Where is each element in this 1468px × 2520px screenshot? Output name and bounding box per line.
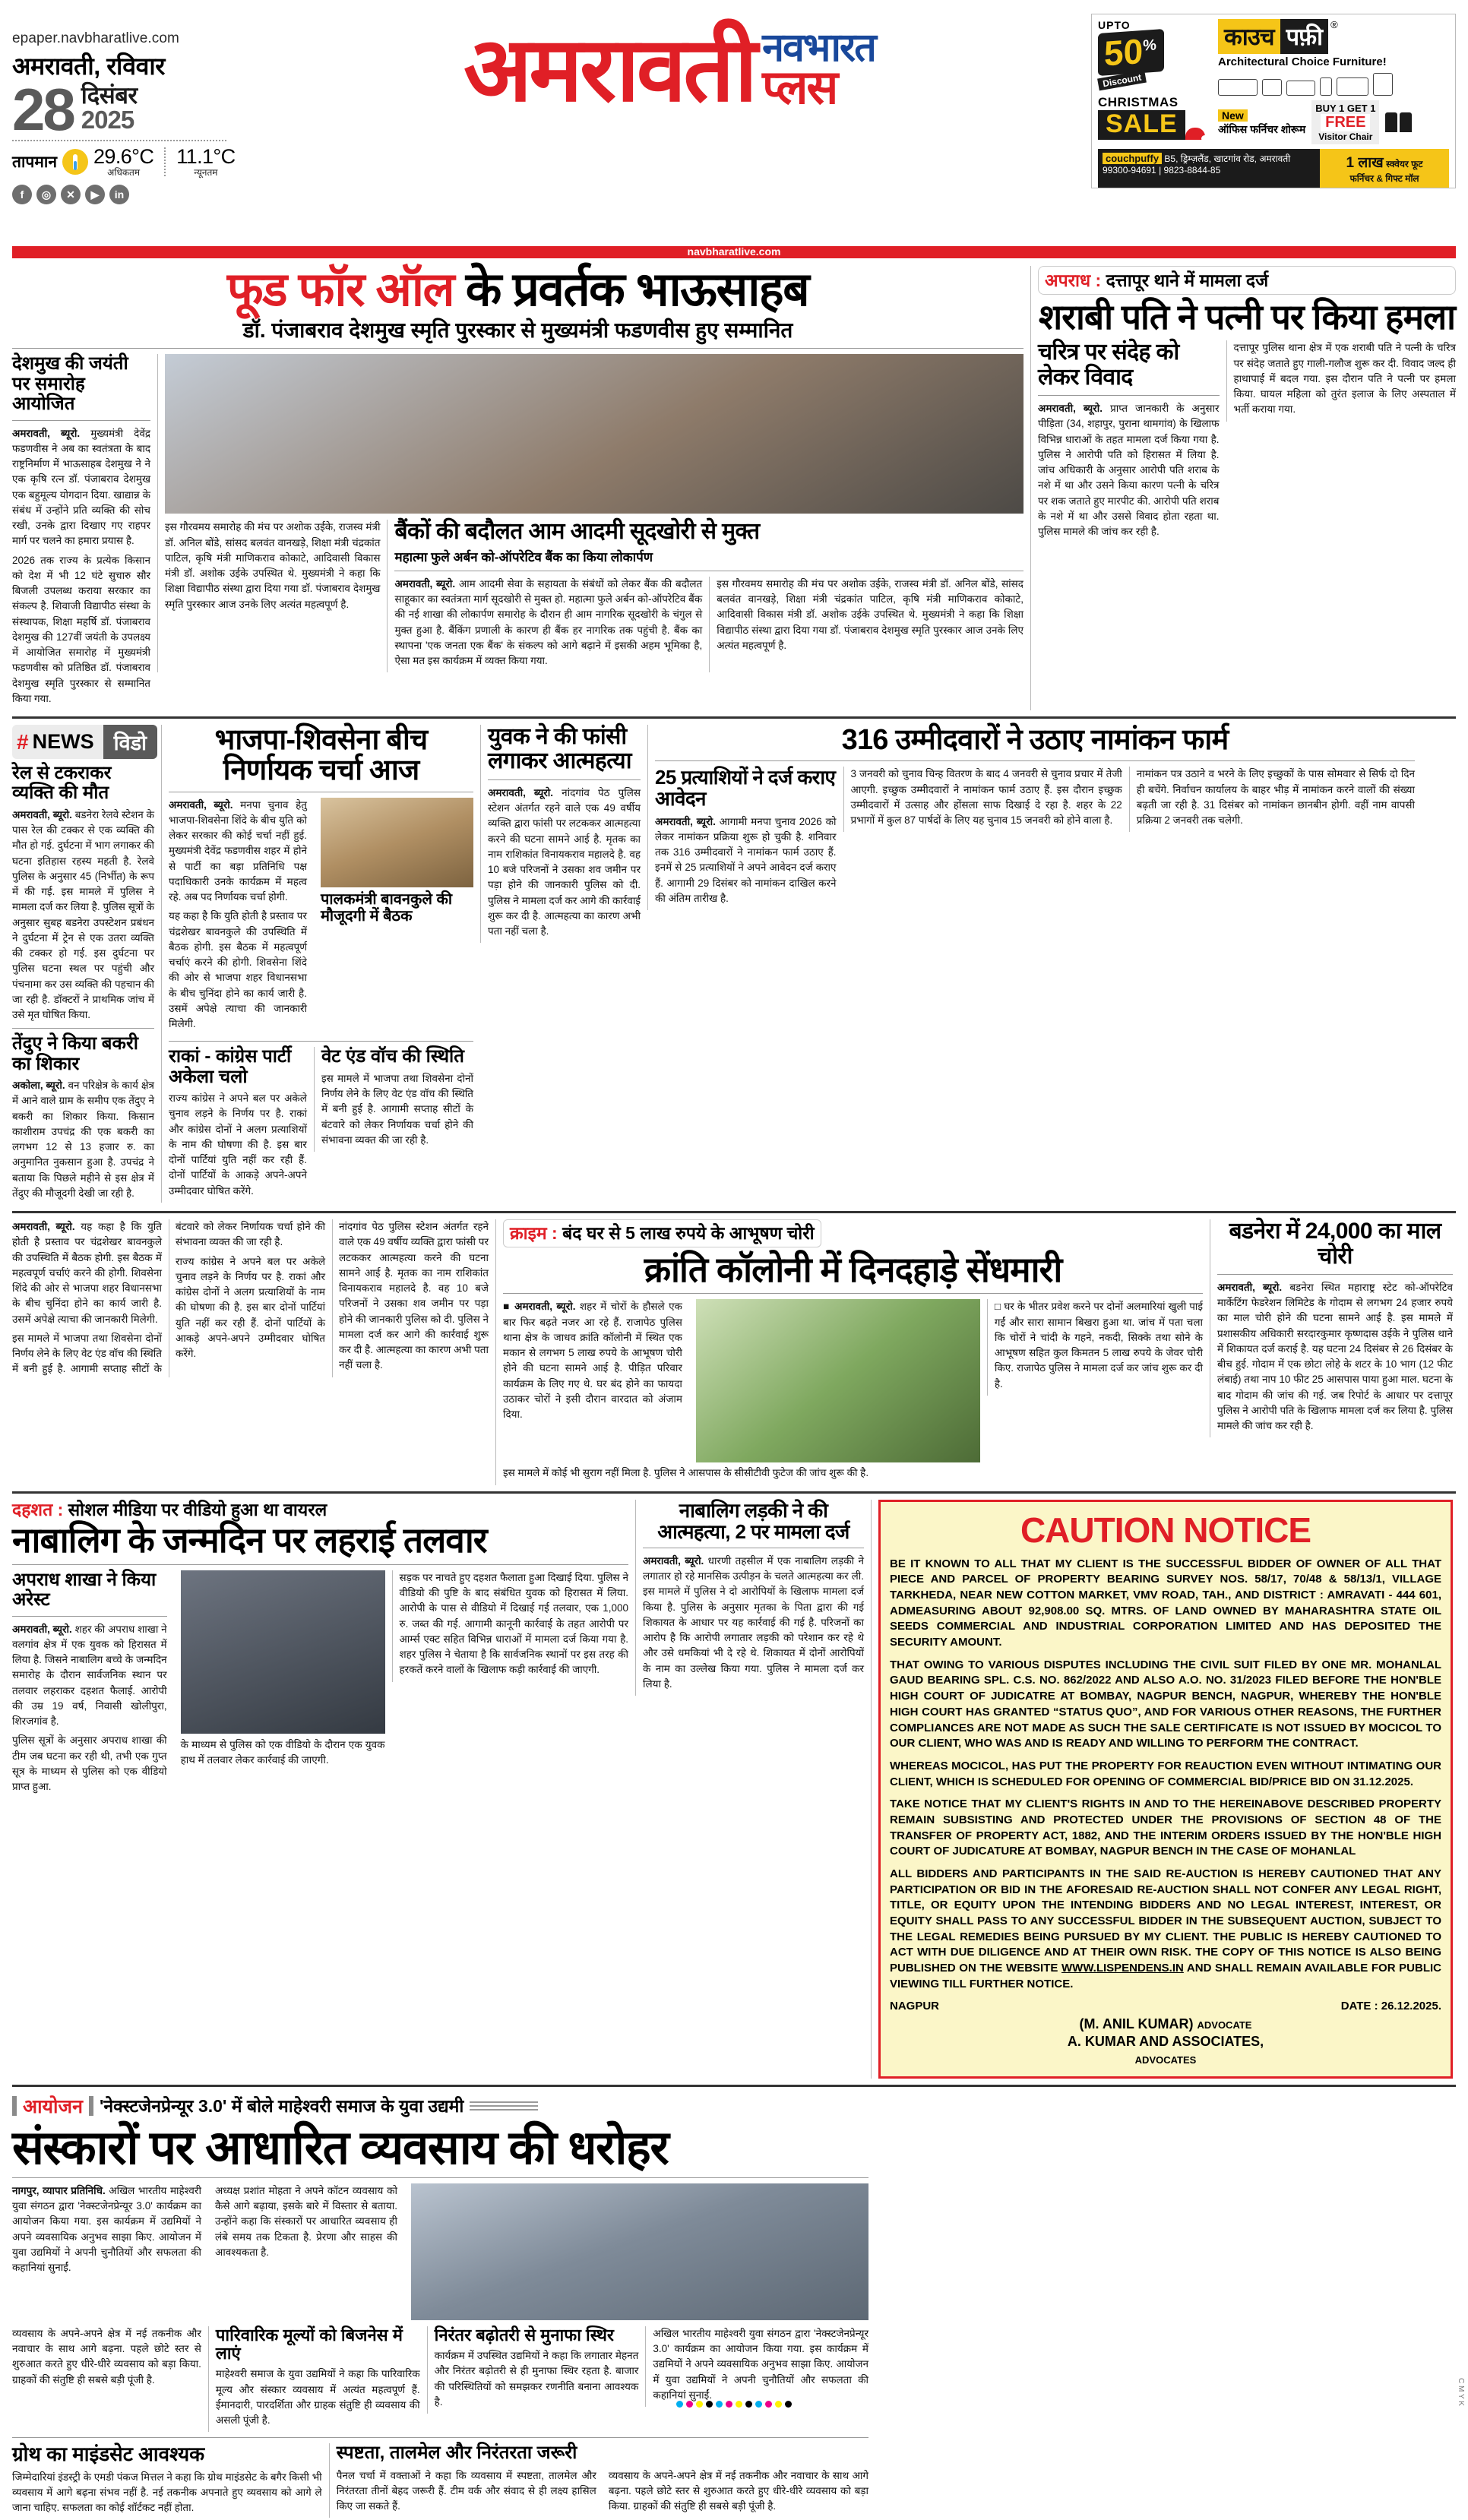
event-sub3-head: ग्रोथ का माइंडसेट आवश्यक — [12, 2443, 205, 2466]
terror-para-3: सड़क पर नाचते हुए दहशत फैलाता हुआ दिखाई दिया. पुलिस ने वीडियो की पुष्टि के बाद संबंधित युवक को हिरासत में लिया. आरोपी के पास से वीडियो में दिखाई गई तलवार, एक 1,000 रु. जब्त की गई. आगामी कानूनी कार्रवाई के तहत आरोपी पर आर्म्स एक्ट सहित विभिन्न धाराओं में मामला दर्ज किया गया है. शहर पुलिस ने चेताया है कि सार्वजनिक स्थानों पर इस तरह की हरकतें करने वालों के खिलाफ कड़ी कार्रवाई की जाएगी. — [399, 1571, 628, 1676]
furniture-icons — [1218, 73, 1449, 96]
bjp-photo-caption: पालकमंत्री बावनकुले की मौजूदगी में बैठक — [320, 890, 453, 925]
bjp-para-1: मनपा चुनाव हेतु भाजपा-शिवसेना शिंदे के बीच युति को लेकर सरकार की कोई चर्चा नहीं हुई. मुख्यमंत्री देवेंद्र फडणवीस शहर में होने से पार्टी का बड़ा प्रतिनिधि पक्ष पदाधिकारी उनके कार्यक्रम में महत्व रहे. अब पद निर्णायक चर्चा होगी. — [169, 798, 307, 903]
free-label: FREE — [1321, 114, 1370, 131]
caution-para-1: BE IT KNOWN TO ALL THAT MY CLIENT IS THE SUCCESSFUL BIDDER OF OWNER OF ALL THAT PIECE AND PARCEL OF PROPERTY BEARING SURVEY NOS. 58/17, 70/48 & 58/13/1, VILLAGE TARKHEDA, NEAR NEW COTTON MARKET, VMV ROAD, TAH., AND DISTRICT : AMRAVATI - 444 601, ADMEASURING ABOUT 92,908.00 SQ. MTRS. OF LAND OWNED BY MAHARASHTRA STATE OIL SEEDS COMMERCIAL AND INDUSTRIAL CORPORATION LIMITED AND HAS DEPOSITED THE SECURITY AMOUNT. — [890, 1557, 1441, 1649]
facebook-icon[interactable]: f — [12, 185, 32, 204]
banks-headline: बैंकों की बदौलत आम आदमी सूदखोरी से मुक्त — [394, 519, 760, 545]
wet-body: इस मामले में भाजपा तथा शिवसेना दोनों निर्णय लेने के लिए वेट एंड वॉच की स्थिति में बनी हुई है. आगामी सप्ताह सीटों के बंटवारे को लेकर निर्णायक चर्चा होने की संभावना व्यक्त की जा रही है. — [321, 1072, 473, 1146]
event-dateline: नागपुर, व्यापार प्रतिनिधि. — [12, 2184, 106, 2196]
crime-kicker — [1038, 266, 1456, 295]
registered-icon: ® — [1330, 19, 1338, 30]
cmyk-mark: C M Y K — [1457, 2378, 1465, 2406]
terror-para-4: के माध्यम से पुलिस को एक वीडियो के दौरान एक युवक हाथ में तलवार लेकर कार्रवाई की जाएगी. — [180, 1738, 385, 1766]
bjp-headline: भाजपा-शिवसेना बीच निर्णायक चर्चा आज — [214, 724, 428, 787]
sale-label: SALE — [1098, 110, 1185, 140]
registration-dots — [676, 2401, 792, 2408]
filler-body-1: यह कहा है कि युति होती है प्रस्ताव पर चंद्रशेखर बावनकुले की उपस्थिति में बैठक होगी. इस बैठक में महत्वपूर्ण चर्चाएं करने की होगी. शिवसेना शिंदे की ओर से भाजपा शहर विधानसभा के बीच चुनिंदा होने का कार्य जारी है. उसमें अपेक्षे त्याचा की जानकारी मिलेगी. — [12, 1221, 162, 1325]
youth-suicide-story — [480, 725, 647, 943]
masthead — [12, 14, 1456, 242]
linkedin-icon[interactable]: in — [109, 185, 129, 204]
crime-headline: शराबी पति ने पत्नी पर किया हमला — [1038, 297, 1456, 337]
crime-para-2: प्राप्त जानकारी के अनुसार पीड़िता (34, शहापुर, पुराना थामगांव) के खिलाफ विभिन्न धाराओं के तहत मामला दर्ज किया गया है. पुलिस ने आरोपी पति को हिरासत में लिया है. जांच अधिकारी के अनुसार आरोपी पति शराब के नशे में था और उसने किया कारण पत्नी के चरित्र पर शक जताते हुए मारपीट की. आरोपी पति शराब के नशे में था और उससे विवाद होता रहता था. पुलिस मामले की जांच कर रही है. — [1038, 403, 1220, 538]
event-para-1: अखिल भारतीय माहेश्वरी युवा संगठन द्वारा 'नेक्स्टजेनप्रेन्यूर 3.0' कार्यक्रम का आयोजन किया गया. इस कार्यक्रम में उद्यमियों ने अपने व्यवसायिक अनुभव साझा किए. आयोजन में युवा उद्यमियों ने अपनी चुनौतियों और सफलता की कहानियां सुनाईं. — [12, 2184, 201, 2274]
chair-icon — [1320, 77, 1332, 96]
lead-headline — [12, 266, 1023, 314]
banks-body-cont: इस गौरवमय समारोह की मंच पर अशोक उईके, राजस्व मंत्री डॉ. अनिल बोंडे, सांसद बलवंत वानखड़े, शिक्षा मंत्री चंद्रकांत पाटिल, कृषि मंत्री माणिकराव कोकाटे, आदिवासी विकास मंत्री डॉ. अशोक उईके उपस्थित थे. मुख्यमंत्री ने कहा कि शिक्षा विद्यापीठ संस्था द्वारा दिया गया डॉ. पंजाबराव देशमुख स्मृति पुरस्कार आज उनके लिए अत्यंत महत्वपूर्ण है. — [717, 577, 1023, 651]
badnera-dateline: अमरावती, ब्यूरो. — [1217, 1281, 1283, 1293]
lead-dateline: अमरावती, ब्यूरो. — [12, 427, 81, 439]
crime-mid-dateline: अमरावती, ब्यूरो. — [514, 1301, 576, 1313]
leopard-dateline: अकोला, ब्यूरो. — [12, 1080, 65, 1092]
crime-para-1: दत्तापूर पुलिस थाना क्षेत्र में एक शराबी पति ने पत्नी के चरित्र पर संदेह जताते हुए गाली-गलौज शुरू कर दी. विवाद जल्द ही हाथापाई में बदल गया. इस दौरान पति ने पत्नी पर हमला किया. घायल महिला को तुरंत इलाज के लिए अस्पताल में भर्ती कराया गया. — [1233, 342, 1456, 416]
filler-body-3: राज्य कांग्रेस ने अपने बल पर अकेले चुनाव लड़ने के निर्णय पर है. राकां और कांग्रेस दोनों ने अलग प्रत्याशियों के नाम की घोषणा की है. इस बार दोनों पार्टियां युति नहीं कर रही हैं. दोनों पार्टियों के आकड़े अपने-अपने उम्मीदवार घोषित करेंगे. — [176, 1255, 325, 1360]
tab-news-label: NEWS — [32, 730, 94, 754]
banks-subhead: महात्मा फुले अर्बन को-ऑपरेटिव बैंक का किया लोकार्पण — [394, 549, 653, 564]
caution-website-link[interactable]: WWW.LISPENDENS.IN — [1061, 1962, 1184, 1975]
lead-subhead: डॉ. पंजाबराव देशमुख स्मृति पुरस्कार से मुख्यमंत्री फडणवीस हुए सम्मानित — [242, 318, 793, 343]
event-sub3-body: जिम्मेदारियां इंडस्ट्री के एमडी पंकज मित्तल ने कहा कि ग्रोथ माइंडसेट के बगैर किसी भी व्यवसाय में आगे बढ़ना संभव नहीं है. नई तकनीक अपनाते हुए व्यवसाय को आगे ले जाना चाहिए. सफलता का कोई शॉर्टकट नहीं होता. — [12, 2471, 322, 2514]
event-para-2: अध्यक्ष प्रशांत मोहता ने अपने कॉटन व्यवसाय को कैसे आगे बढ़ाया, इसके बारे में विस्तार से बताया. उन्होंने कहा कि संस्कारों पर आधारित व्यवसाय ही लंबे समय तक टिकता है. प्रेरणा और साहस की आवश्यकता है. — [214, 2184, 397, 2258]
youth-dateline: अमरावती, ब्यूरो. — [488, 786, 554, 798]
thermometer-icon — [62, 149, 88, 175]
logo-navbharat: नवभारत — [762, 26, 875, 71]
news-video-column — [12, 725, 161, 1205]
masthead-logo — [248, 14, 1091, 120]
youth-body: नांदगांव पेठ पुलिस स्टेशन अंतर्गत रहने वाले एक 49 वर्षीय व्यक्ति द्वारा फांसी पर लटककर आत्महत्या करने की घटना सामने आई है. मृतक का नाम राशिकांत विनायकराव महालदे है. वह 10 बजे परिजनों ने उसका शव जमीन पर पड़ा होने की जानकारी पुलिस को दी. पुलिस ने मामला दर्ज कर आगे की कार्रवाई शुरू कर दी है. आत्महत्या का कारण अभी पता नहीं चला है. — [488, 786, 641, 937]
youtube-icon[interactable]: ▶ — [85, 185, 105, 204]
event-para-1-repeat: अखिल भारतीय माहेश्वरी युवा संगठन द्वारा 'नेक्स्टजेनप्रेन्यूर 3.0' कार्यक्रम का आयोजन किया गया. इस कार्यक्रम में उद्यमियों ने अपने व्यवसायिक अनुभव साझा किए. आयोजन में युवा उद्यमियों ने अपनी चुनौतियों और सफलता की कहानियां सुनाईं. — [653, 2327, 868, 2401]
minor-headline: नाबालिग लड़की ने की आत्महत्या, 2 पर मामला दर्ज — [657, 1498, 849, 1543]
crime-mid-story: क्राइम : बंद घर से 5 लाख रुपये के आभूषण चोरी क्रांति कॉलोनी में दिनदहाड़े सेंधमारी ■ अमरावती, ब्यूरो. शहर में चोरों के हौसले एक बार फिर बढ़ते नजर आ रहे हैं. राजापेठ पुलिस थाना क्षेत्र के जाधव क्रांति कॉलोनी में स्थित एक मकान से लगभग 5 लाख रुपये के आभूषण चोरी होने की घटना सामने आई है. पीड़ित परिवार कार्यक्रम के लिए गए थे. घर बंद होने का फायदा उठाकर चोरों ने इसी दौरान वारदात को अंजाम दिया. □ घर के भीतर प्रवेश करने पर दोनों अलमारियां खुली पाई गईं और सारा सामान बिखरा हुआ था. जांच में पता चला कि चोरों ने चांदी के गहने, नकदी, सिक्के तथा सोने के आभूषण सहित कुल किमतन 5 लाख रुपये के जेवर चोरी किए. राजापेठ पुलिस ने मामला दर्ज कर जांच शुरू कर दी है. इस मामले में कोई भी सुराग नहीं मिला है. पुलिस ने आसपास के सीसीटीवी फुटेज की जांच शुरू की है. — [495, 1219, 1210, 1485]
mall-size-unit: स्क्वेयर फूट — [1386, 159, 1423, 169]
rakaa-body: राज्य कांग्रेस ने अपने बल पर अकेले चुनाव लड़ने के निर्णय पर है. राकां और कांग्रेस दोनों ने अलग प्रत्याशियों के नाम की घोषणा की है. इस बार दोनों पार्टियां युति नहीं कर रही हैं. दोनों पार्टियों के आकड़े अपने-अपने उम्मीदवार घोषित करेंगे. — [169, 1092, 307, 1197]
wet-headline: वेट एंड वॉच की स्थिति — [321, 1046, 464, 1067]
youth-headline: युवक ने की फांसी लगाकर आत्महत्या — [488, 724, 631, 774]
logo-plus: प्लस — [762, 62, 837, 115]
decor-lines — [470, 2099, 538, 2113]
terror-kicker-red: दहशत : — [12, 1499, 64, 1519]
terror-headline: नाबालिग के जन्मदिन पर लहराई तलवार — [12, 1520, 487, 1560]
row-five — [12, 2093, 1456, 2520]
temperature-max: 29.6°C — [93, 145, 154, 168]
tag-bar-left — [12, 2096, 17, 2116]
tag-bar-right — [89, 2096, 93, 2116]
caution-date: DATE : 26.12.2025. — [1340, 1999, 1441, 2013]
lead-left-column — [12, 354, 157, 710]
crime-mid-illustration — [696, 1299, 980, 1462]
leopard-body: वन परिक्षेत्र के कार्य क्षेत्र में आने वाले ग्राम के समीप एक तेंदुए ने बकरी का शिकार किया. किसान काशीराम उपचंद्र की एक बकरी का लगभग 12 से 13 हजार रु. का अनुमानित नुकसान हुआ है. उपचंद्र ने बताया कि पिछले महीने से इस क्षेत्र में तेंदुए की मौजूदगी देखी जा रही है. — [12, 1080, 155, 1199]
lead-side-title: देशमुख की जयंती पर समारोह आयोजित — [12, 353, 128, 415]
event-sub2-body: कार्यक्रम में उपस्थित उद्यमियों ने कहा कि लगातार मेहनत और निरंतर बढ़ोतरी से ही मुनाफा स्थिर रहता है. बाजार की परिस्थितियों को समझकर रणनीति बनाना आवश्यक है. — [434, 2350, 639, 2408]
leopard-headline: तेंदुए ने किया बकरी का शिकार — [12, 1033, 138, 1074]
nomination-subhead: 25 प्रत्याशियों ने दर्ज कराए आवेदन — [655, 766, 836, 811]
desk-icon — [1286, 81, 1315, 96]
event-sub4-body: पैनल चर्चा में वक्ताओं ने कहा कि व्यवसाय में स्पष्टता, तालमेल और निरंतरता तीनों बेहद जरूरी हैं. टीम वर्क और संवाद से ही लक्ष्य हासिल किए जा सकते हैं. — [336, 2469, 596, 2512]
top-banner-ad[interactable] — [1091, 14, 1456, 188]
date-block — [12, 75, 248, 143]
terror-subhead: अपराध शाखा ने किया अरेस्ट — [12, 1569, 157, 1611]
law-firm-sub: ADVOCATES — [1134, 2054, 1197, 2066]
buy1get1-label: BUY 1 GET 1 — [1315, 103, 1376, 114]
nomination-para-2: 3 जनवरी को चुनाव चिन्ह वितरण के बाद 4 जनवरी से चुनाव प्रचार में तेजी आएगी. इच्छुक उम्मीदवारों ने नामांकन फार्म उठाए हैं. इस दौरान इच्छुक उम्मीदवारों में उत्साह और होंसला साफ दिखाई दे रहा है. शहर के 22 प्रभागों में कुल 87 पार्षदों के लिए यह चुनाव 15 जनवरी को होने वाला है. — [850, 768, 1122, 827]
event-kicker-row — [12, 2093, 538, 2119]
lead-photo — [165, 354, 1023, 514]
banks-dateline: अमरावती, ब्यूरो. — [394, 577, 456, 590]
event-headline: संस्कारों पर आधारित व्यवसाय की धरोहर — [12, 2121, 669, 2174]
crime-top-story — [1030, 266, 1456, 710]
bjp-photo — [321, 798, 473, 887]
filler-dateline-1: अमरावती, ब्यूरो. — [12, 1221, 75, 1233]
terror-dateline: अमरावती, ब्यूरो. — [12, 1623, 72, 1635]
couchpuffy-logo: couchpuffy — [1103, 153, 1162, 164]
terror-photo — [181, 1570, 385, 1734]
date-month: दिसंबर — [81, 82, 138, 109]
percent-symbol: % — [1143, 36, 1156, 55]
law-firm-name: A. KUMAR AND ASSOCIATES, — [1067, 2033, 1264, 2049]
row-four — [12, 1500, 1456, 2079]
masthead-left — [12, 14, 248, 204]
temperature-block — [12, 145, 248, 179]
temperature-max-label: अधिकतम — [107, 167, 141, 178]
tab-news[interactable] — [12, 725, 103, 759]
brand-name-part1: काउच — [1218, 19, 1280, 54]
row-three — [12, 1219, 1456, 1485]
crime-mid-para-1: शहर में चोरों के हौसले एक बार फिर बढ़ते नजर आ रहे हैं. राजापेठ पुलिस थाना क्षेत्र के जाधव क्रांति कॉलोनी में स्थित एक मकान से लगभग 5 लाख रुपये के आभूषण चोरी होने की घटना सामने आई है. पीड़ित परिवार कार्यक्रम के लिए गए थे. घर बंद होने का फायदा उठाकर चोरों ने इसी दौरान वारदात को अंजाम दिया. — [503, 1301, 682, 1421]
caution-para-4: TAKE NOTICE THAT MY CLIENT'S RIGHTS IN AND TO THE HEREINABOVE DESCRIBED PROPERTY REMAIN SUBSISTING AND PROTECTED UNDER THE PROVISIONS OF SECTION 48 OF THE TRANSFER OF PROPERTY ACT, 1882, AND THE INTERIM ORDERS ISSUED BY THE HON'BLE HIGH COURT OF JUDICATURE AT BOMBAY, NAGPUR BENCH IN THE CASE OF MOHANLAL — [890, 1798, 1441, 1858]
temperature-label: तापमान — [12, 153, 57, 171]
news-video-tabs[interactable] — [12, 725, 157, 759]
bjp-dateline: अमरावती, ब्यूरो. — [169, 798, 233, 811]
lead-body-col1 — [165, 520, 387, 616]
temperature-min-label: न्यूनतम — [194, 167, 218, 178]
upto-label: UPTO — [1098, 19, 1131, 31]
hash-icon: # — [17, 729, 29, 754]
site-url[interactable]: navbharatlive.com — [687, 245, 781, 258]
nomination-para-1: आगामी मनपा चुनाव 2026 को लेकर नामांकन प्रक्रिया शुरू हो चुकी है. शनिवार तक 316 उम्मीदवारों ने नामांकन फार्म उठाए हैं. इनमें से 25 प्रत्याशियों ने अपने आवेदन दर्ज कराए हैं. आगामी 29 दिसंबर को नामांकन दाखिल करने की अंतिम तारीख है. — [655, 815, 837, 904]
crime-kicker-rest: दत्तापूर थाने में मामला दर्ज — [1101, 270, 1269, 290]
row-two — [12, 725, 1456, 1205]
discount-percent — [1098, 29, 1164, 76]
caution-para-5a: ALL BIDDERS AND PARTICIPANTS IN THE SAID RE-AUCTION IS HEREBY CAUTIONED THAT ANY PARTICIPATION OR BID IN THE AFORESAID RE-AUCTION SHALL NOT CONFER ANY LEGAL RIGHT, TITLE, OR EQUITY UPON THE INTENDING BIDDERS AND NO LEGAL INTEREST, INTEREST, OR EQUITY SHALL PASS TO ANY SUCCESSFUL BIDDER IN THE SUBSEQUENT AUCTION, SUBJECT TO THE LEGAL REMEDIES BEING PURSUED BY MY CLIENT. THE PUBLIC IS HEREBY CAUTIONED TO ACT WITH DUE DILIGENCE AND AT THEIR OWN RISK. THE COPY OF THIS NOTICE IS ALSO BEING PUBLISHED ON THE WEBSITE — [890, 1867, 1441, 1975]
epaper-url[interactable]: epaper.navbharatlive.com — [12, 30, 179, 46]
brand-tagline: Architectural Choice Furniture! — [1218, 55, 1387, 68]
logo-amravati: अमरावती — [463, 20, 755, 120]
rakaa-headline: राकां - कांग्रेस पार्टी अकेला चलो — [169, 1046, 292, 1087]
badnera-headline: बडनेरा में 24,000 का माल चोरी — [1229, 1219, 1441, 1269]
caution-para-3: WHEREAS MOCICOL, HAS PUT THE PROPERTY FOR REAUCTION EVEN WITHOUT INTIMATING OUR CLIENT, WHICH IS SCHEDULED FOR OPENING OF COMMERCIAL BID/PRICE BID ON 31.12.2025. — [890, 1759, 1441, 1788]
bjp-para-2: यह कहा है कि युति होती है प्रस्ताव पर चंद्रशेखर बावनकुले की उपस्थिति में बैठक होगी. इस बैठक में महत्वपूर्ण चर्चाएं करने की होगी. शिवसेना शिंदे की ओर से भाजपा शहर विधानसभा के बीच चुनिंदा होने का कार्य जारी है. उसमें अपेक्षे त्याचा की जानकारी मिलेगी. — [169, 910, 307, 1030]
caution-para-5 — [890, 1867, 1441, 1993]
terror-kicker-rest: सोशल मीडिया पर वीडियो हुआ था वायरल — [63, 1499, 327, 1519]
temperature-min: 11.1°C — [176, 145, 236, 168]
caution-title: CAUTION NOTICE — [1020, 1510, 1311, 1550]
lead-right-column — [157, 354, 1023, 672]
divider — [164, 147, 166, 176]
event-sub1-body: माहेश्वरी समाज के युवा उद्यमियों ने कहा कि पारिवारिक मूल्य और संस्कार व्यवसाय में अत्यंत महत्वपूर्ण हैं. ईमानदारी, पारदर्शिता और ग्राहक संतुष्टि ही व्यवसाय की असली पूंजी है. — [215, 2368, 420, 2427]
crime-mid-kicker-red: क्राइम : — [510, 1223, 558, 1244]
brand-name-part2: पफ़ी — [1280, 19, 1329, 54]
mall-label: फर्निचर & गिफ्ट मॉल — [1349, 173, 1419, 184]
nomination-para-3: नामांकन पत्र उठाने व भरने के लिए इच्छुकों के पास सोमवार से सिर्फ दो दिन ही बचेंगे. निर्वाचन कार्यालय के बाहर भीड़ में नामांकन करने वालों की संख्या बढ़ती जा रही है. 31 दिसंबर को नामांकन छानबीन होगी. वहीं नाम वापसी प्रक्रिया 2 जनवरी तक चलेगी. — [1136, 768, 1415, 827]
nomination-story — [647, 725, 1415, 910]
discount-value: 50 — [1104, 30, 1144, 74]
discount-badge — [1098, 19, 1212, 140]
terror-para-1: शहर की अपराध शाखा ने वलगांव क्षेत्र में एक युवक को हिरासत में लिया है. जिसने नाबालिग बच्चे के जन्मदिन समारोह के दौरान सार्वजनिक स्थान पर तलवार लहराकर दहशत फैलाई. आरोपी की उम्र 19 वर्ष, निवासी खोलीपुरा, शिरजगांव है. — [12, 1623, 167, 1728]
ad-phone: 99300-94691 | 9823-8844-85 — [1103, 165, 1221, 175]
event-photo — [411, 2183, 868, 2320]
lead-headline-red: फूड फॉर ऑल — [226, 264, 454, 316]
event-sub2-head: निरंतर बढ़ोतरी से मुनाफा स्थिर — [434, 2325, 614, 2345]
crime-mid-caption: इस मामले में कोई भी सुराग नहीं मिला है. पुलिस ने आसपास के सीसीटीवी फुटेज की जांच शुरू की है. — [503, 1467, 869, 1479]
christmas-label: CHRISTMAS — [1098, 95, 1179, 109]
badnera-body: बडनेरा स्थित महाराष्ट्र स्टेट को-ऑपरेटिव मार्केटिंग फेडरेशन लिमिटेड के गोदाम से लगभग 24 हजार रुपये का माल चोरी होने की घटना सामने आई है. इस मामले में प्रशासकीय अधिकारी सरदारकुमार कृष्णदास उईके ने पुलिस थाने में शिकायत दर्ज कराई है. यह घटना 24 दिसंबर से 26 दिसंबर के बीच हुई. गोदाम में एक छोटा लोहे के शटर के 10 भाग (12 फीट लंबाई) तथा नाप 10 फीट 25 आसपास पाया हुआ माल. घटना के बाद गोदाम की जांच की गई. जब रिपोर्ट के आधार पर दत्तापूर पुलिस ने आरोपी पति के खिलाफ मामला दर्ज कर लिया है. पुलिस मामले की जांच कर रही है. — [1217, 1281, 1453, 1432]
crime-mid-headline: क्रांति कॉलोनी में दिनदहाड़े सेंधमारी — [644, 1249, 1062, 1289]
event-kicker: 'नेक्स्टजेनप्रेन्यूर 3.0' में बोले माहेश्वरी समाज के युवा उद्यमी — [99, 2095, 464, 2116]
filler-body-2: इस मामले में भाजपा तथा शिवसेना दोनों निर्णय लेने के लिए वेट एंड वॉच की स्थिति में बनी हुई है. आगामी सप्ताह सीटों के बंटवारे को लेकर निर्णायक चर्चा होने की संभावना व्यक्त की जा रही है. — [12, 1221, 325, 1375]
badnera-story — [1210, 1219, 1453, 1437]
loveseat-icon — [1262, 79, 1282, 96]
event-sub4-head: स्पष्टता, तालमेल और निरंतरता जरूरी — [336, 2443, 577, 2464]
social-links[interactable] — [12, 185, 248, 204]
bjp-story — [161, 725, 480, 1203]
event-sub4-body-cont: व्यवसाय के अपने-अपने क्षेत्र में नई तकनीक और नवाचार के साथ आगे बढ़ना. पहले छोटे स्तर से शुरुआत करते हुए धीरे-धीरे व्यवसाय को बड़ा किया. ग्राहकों की संतुष्टि ही सबसे बड़ी पूंजी है. — [608, 2469, 868, 2512]
instagram-icon[interactable]: ◎ — [36, 185, 56, 204]
new-showroom-text: ऑफिस फर्निचर शोरूम — [1218, 122, 1306, 135]
banks-body: आम आदमी सेवा के सहायता के संबंधों को लेकर बैंक की बदौलत साहूकार का स्वतंत्रता मार्ग सूदखोरी से मुक्त हो. महात्मा फुले अर्बन को-ऑपरेटिव बैंक की नई शाखा की लोकार्पण समारोह के दौरान ही आम नागरिक सूदखोरी के चंगुल से मुक्त हुआ है. बैंकिंग प्रणाली के कारण ही बैंक हर नागरिक तक पहुंची है. बैंक का स्थापना 'एक जनता एक बैंक' के संकल्प को आगे बढ़ाने में इसकी अहम भूमिका है, ऐसा मत इस कार्यक्रम में व्यक्त किया गया. — [394, 577, 703, 667]
row-three-left-spacer — [12, 1219, 495, 1377]
terror-kicker — [12, 1500, 628, 1519]
rail-headline: रेल से टकराकर व्यक्ति की मौत — [12, 763, 112, 804]
visitor-chair-label: Visitor Chair — [1318, 131, 1373, 142]
website-bar[interactable] — [12, 246, 1456, 258]
nomination-headline: 316 उम्मीदवारों ने उठाए नामांकन फार्म — [841, 724, 1229, 757]
event-tag: आयोजन — [23, 2095, 83, 2117]
rail-body: बडनेरा रेलवे स्टेशन के पास रेल की टक्कर से एक व्यक्ति की मौत हो गई. दुर्घटना में भाग लगाकर की घटना इतिहास रहस्य महती है. रेलवे पुलिस के अनुसार 45 (निर्भीत) के रूप में की गई. इस मामले में पुलिस ने मामला दर्ज कर लिया है. पुलिस सूत्रों के अनुसार सुबह बडनेरा उपस्टेशन प्रबंधन ने दुर्घटना में ट्रेन से एक उतरा व्यक्ति की टक्कर हो गई. इस दुर्घटना पर पुलिस घटना स्थल पर पहुंची और पंचनामा कर उस व्यक्ति की पहचान की जा रही है. डॉक्टरों ने प्राथमिक जांच में उसे मृत घोषित किया. — [12, 808, 154, 1021]
wardrobe-icon — [1373, 73, 1393, 96]
caution-notice-ad — [871, 1500, 1453, 2079]
ad-address: B5, ड्रिम्ज़लैंड, खाटगांव रोड, अमरावती — [1164, 153, 1291, 164]
rail-dateline: अमरावती, ब्यूरो. — [12, 808, 72, 821]
lead-body-left — [12, 426, 150, 707]
crime-dateline: अमरावती, ब्यूरो. — [1038, 403, 1103, 415]
event-sub1-head: पारिवारिक मूल्यों को बिजनेस में लाएं — [215, 2325, 403, 2363]
nomination-dateline: अमरावती, ब्यूरो. — [655, 815, 716, 827]
bed-icon — [1337, 77, 1368, 96]
crime-mid-kicker-rest: बंद घर से 5 लाख रुपये के आभूषण चोरी — [557, 1223, 815, 1244]
mall-size: 1 लाख — [1346, 155, 1384, 171]
terror-para-2: पुलिस सूत्रों के अनुसार अपराध शाखा की टीम जब घटना कर रही थी, तभी एक गुप्त सूत्र के माध्यम से पुलिस को एक वीडियो प्राप्त हुआ. — [12, 1734, 167, 1793]
terror-story — [12, 1500, 635, 1799]
advocate-name: (M. ANIL KUMAR) — [1079, 2016, 1194, 2031]
new-badge: New — [1218, 109, 1248, 122]
row-lead — [12, 266, 1456, 710]
discount-word: Discount — [1097, 71, 1147, 91]
minor-dateline: अमरावती, ब्यूरो. — [643, 1554, 704, 1567]
crime-subhead: चरित्र पर संदेह को लेकर विवाद — [1038, 340, 1179, 390]
crime-mid-para-2: घर के भीतर प्रवेश करने पर दोनों अलमारियां खुली पाई गईं और सारा सामान बिखरा हुआ था. जांच में पता चला कि चोरों ने चांदी के गहने, नकदी, सिक्के तथा सोने के आभूषण सहित कुल किमतन 5 लाख रुपये के जेवर चोरी किए. राजापेठ पुलिस ने मामला दर्ज कर जांच शुरू कर दी है. — [994, 1301, 1203, 1390]
caution-para-2: THAT OWING TO VARIOUS DISPUTES INCLUDING THE CIVIL SUIT FILED BY ONE MR. MOHANLAL GAUD BEARING SPL. C.S. NO. 862/2022 AND ALSO A.O. NO. 31/2023 FILED BEFORE THE HON'BLE HIGH COURT OF JUDICATRE AT BOMBAY, NAGPUR BENCH, NAGPUR, WHEREBY THE HON'BLE HIGH COURT HAS GRANTED “STATUS QUO”, AND FOR VARIOUS OTHER REASONS, THE FURTHER COMPLIANCES ARE NOT MADE AS SUCH THE SALE CERTIFICATE IS NOT ISSUED BY MOCICOL TO OUR CLIENT, WHO WAS AND IS READY AND WILLING TO PERFORM THE CONTRACT. — [890, 1658, 1441, 1750]
buy-one-get-one-offer — [1311, 100, 1379, 144]
advocate-title: ADVOCATE — [1197, 2019, 1252, 2031]
date-day: 28 — [12, 75, 74, 143]
visitor-chair-icons — [1385, 112, 1412, 132]
banks-story — [387, 520, 1023, 672]
lead-headline-black: के प्रवर्तक भाऊसाहब — [454, 264, 809, 316]
sofa-icon — [1218, 79, 1258, 96]
filler-body-4: नांदगांव पेठ पुलिस स्टेशन अंतर्गत रहने वाले एक 49 वर्षीय व्यक्ति द्वारा फांसी पर लटककर आत्महत्या करने की घटना सामने आई है. मृतक का नाम राशिकांत विनायकराव महालदे है. वह 10 बजे परिजनों ने उसका शव जमीन पर पड़ा होने की जानकारी पुलिस को दी. पुलिस ने मामला दर्ज कर आगे की कार्रवाई शुरू कर दी है. आत्महत्या का कारण अभी पता नहीं चला है. — [339, 1221, 489, 1371]
edition-place-day: अमरावती, रविवार — [12, 52, 165, 80]
caution-city: NAGPUR — [890, 1999, 940, 2013]
minor-girl-story — [635, 1500, 871, 1696]
santa-hat-icon — [1185, 128, 1205, 140]
minor-body: धारणी तहसील में एक नाबालिग लड़की ने लगातार हो रहे मानसिक उत्पीड़न के चलते आत्महत्या कर ली. इस मामले में पुलिस ने दो आरोपियों के खिलाफ मामला दर्ज किया है. पुलिस के अनुसार मृतका के पिता द्वारा की गई शिकायत के आधार पर यह कार्रवाई की गई है. परिजनों का आरोप है कि आरोपी लगातार लड़की को परेशान कर रहे थे और उसे धमकियां भी दे रहे थे. शिकायत में दोनों आरोपियों के नाम का उल्लेख किया गया. पुलिस ने मामला दर्ज कर लिया है. — [643, 1554, 864, 1690]
lead-story — [12, 266, 1030, 710]
crime-kicker-red: अपराध : — [1045, 270, 1102, 290]
x-twitter-icon[interactable]: ✕ — [61, 185, 81, 204]
lead-para-2: 2026 तक राज्य के प्रत्येक किसान को देश में भी 12 घंटे सुचारु सौर बिजली उपलब्ध कराया सरकार का संकल्प है. शिवाजी विद्यापीठ संस्था के संस्थापक, शिक्षा महर्षि डॉ. पंजाबराव देशमुख की 127वीं जयंती के उपलक्ष्य में आयोजित समारोह में मुख्यमंत्री फडणवीस को प्रतिष्ठित डॉ. पंजाबराव देशमुख स्मृति पुरस्कार से सम्मानित किया गया. — [12, 554, 150, 704]
crime-mid-kicker — [503, 1219, 821, 1247]
lead-para-1: मुख्यमंत्री देवेंद्र फडणवीस ने अब का स्वतंत्रता के बाद राष्ट्रनिर्माण में भाऊसाहब देशमुख ने ने एक कृषि रत्न डॉ. पंजाबराव देशमुख एक बहुमूल्य योगदान दिया. खाद्यान्न के संबंध में उन्होंने प्रति व्यक्ति की सोच रखी, उनके द्वारा दिखाए गए राहपर मार्ग पर चलने का हमारा प्रयास है. — [12, 427, 150, 547]
event-para-3: व्यवसाय के अपने-अपने क्षेत्र में नई तकनीक और नवाचार के साथ आगे बढ़ना. पहले छोटे स्तर से शुरुआत करते हुए धीरे-धीरे व्यवसाय को बड़ा किया. ग्राहकों की संतुष्टि ही सबसे बड़ी पूंजी है. — [12, 2327, 201, 2386]
tab-video[interactable]: विडो — [103, 725, 157, 759]
event-story — [12, 2093, 875, 2520]
caution-para-5b: AND SHALL REMAIN AVAILABLE FOR PUBLIC VIEWING TILL FURTHER NOTICE. — [890, 1962, 1441, 1990]
date-year: 2025 — [81, 106, 134, 134]
lead-para-3: इस गौरवमय समारोह की मंच पर अशोक उईके, राजस्व मंत्री डॉ. अनिल बोंडे, सांसद बलवंत वानखड़े, शिक्षा मंत्री चंद्रकांत पाटिल, कृषि मंत्री माणिकराव कोकाटे, आदिवासी विकास मंत्री डॉ. अशोक उईके उपस्थित थे. मुख्यमंत्री ने कहा कि शिक्षा विद्यापीठ संस्था द्वारा दिया गया डॉ. पंजाबराव देशमुख स्मृति पुरस्कार आज उनके लिए अत्यंत महत्वपूर्ण है. — [165, 521, 381, 610]
